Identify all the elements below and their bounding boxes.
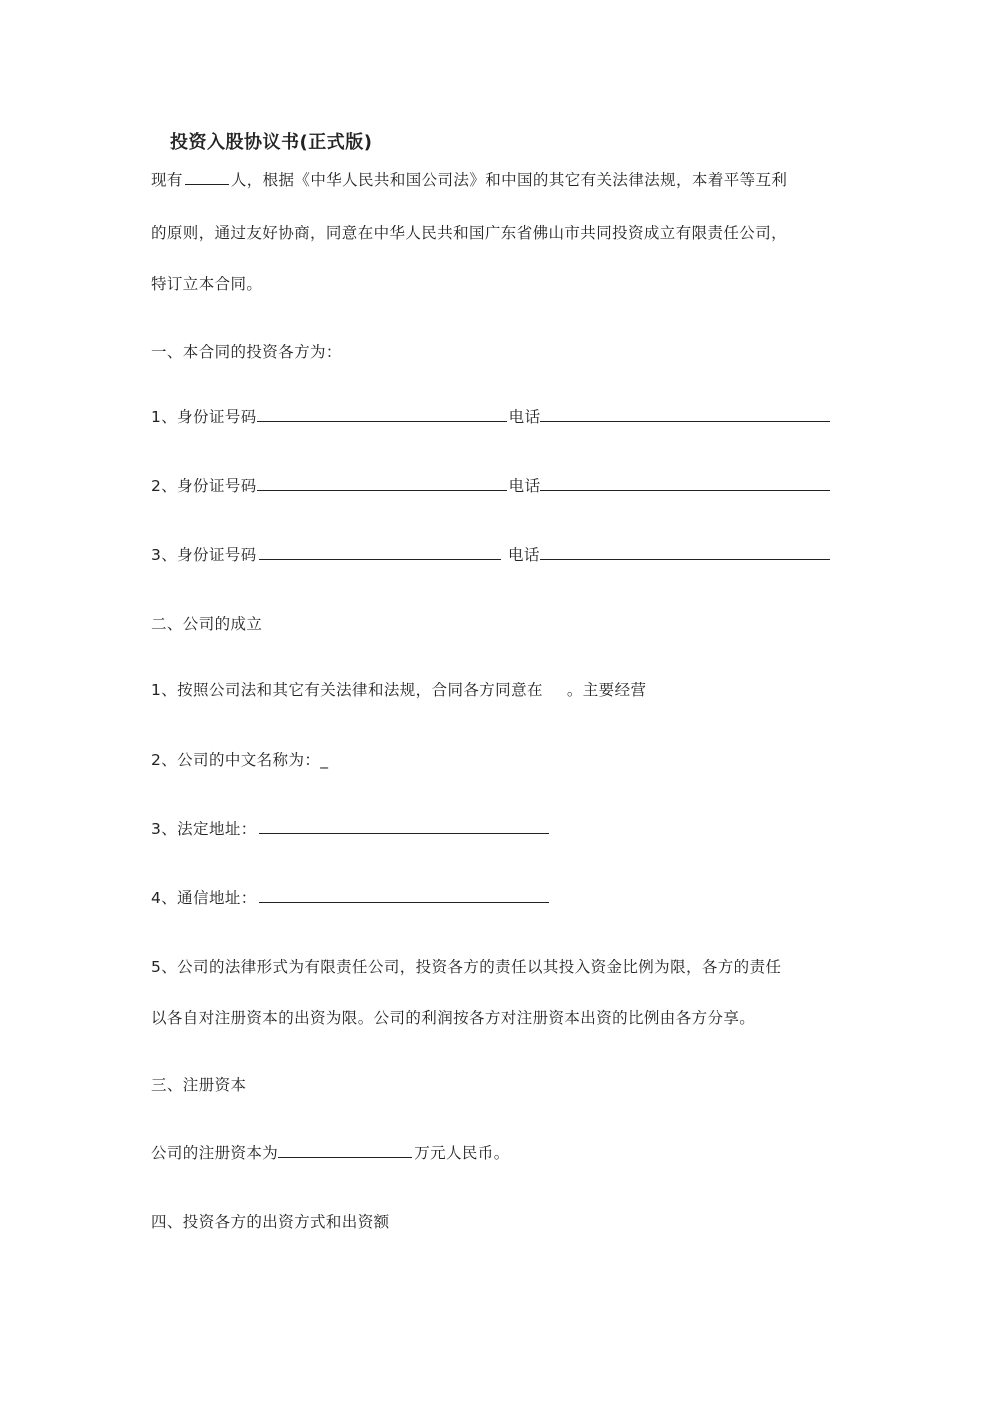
- count-blank: [185, 168, 229, 185]
- section3-heading: 三、注册资本: [151, 1076, 247, 1094]
- section1-heading: 一、本合同的投资各方为：: [151, 343, 342, 361]
- party-1-id-blank: [257, 405, 507, 422]
- party-2-phone-blank: [540, 474, 830, 491]
- party-row-3: [151, 543, 832, 565]
- party-3-id-label: 3、身份证号码: [151, 546, 257, 564]
- party-row-2: [151, 474, 832, 496]
- party-row-1: [151, 405, 832, 427]
- party-3-id-blank: [259, 543, 501, 560]
- party-2-id-label: 2、身份证号码: [151, 477, 257, 495]
- party-3-phone-label: 电话: [508, 546, 540, 564]
- section2-item-1: [151, 678, 646, 700]
- party-1-phone-blank: [540, 405, 830, 422]
- item4-label: 4、通信地址：: [151, 889, 257, 907]
- section2-item-4: [151, 886, 551, 908]
- section4-heading: 四、投资各方的出资方式和出资额: [151, 1213, 390, 1231]
- legal-address-blank: [259, 817, 549, 834]
- section2-heading: 二、公司的成立: [151, 615, 263, 633]
- item1-post: 。主要经营: [566, 681, 647, 699]
- party-1-id-label: 1、身份证号码: [151, 408, 257, 426]
- section2-item-3: [151, 817, 551, 839]
- registered-capital-line: [151, 1141, 510, 1163]
- item1-pre: 1、按照公司法和其它有关法律和法规，合同各方同意在: [151, 681, 543, 699]
- party-1-phone-label: 电话: [508, 408, 541, 426]
- document-title: 投资入股协议书(正式版): [170, 132, 373, 153]
- capital-pre: 公司的注册资本为: [151, 1144, 279, 1162]
- party-3-phone-blank: [540, 543, 830, 560]
- capital-post: 万元人民币。: [414, 1144, 510, 1162]
- party-2-phone-label: 电话: [508, 477, 541, 495]
- party-2-id-blank: [257, 474, 507, 491]
- intro-line-1: [151, 168, 787, 190]
- item3-label: 3、法定地址：: [151, 820, 257, 838]
- intro-line1-pre: 现有: [151, 171, 183, 189]
- section2-item-2: 2、公司的中文名称为：_: [151, 751, 329, 769]
- section2-item-5-line-2: 以各自对注册资本的出资为限。公司的利润按各方对注册资本出资的比例由各方分享。: [151, 1009, 756, 1027]
- intro-line-2: 的原则，通过友好协商，同意在中华人民共和国广东省佛山市共同投资成立有限责任公司，: [151, 224, 788, 242]
- intro-line1-post: 人，根据《中华人民共和国公司法》和中国的其它有关法律法规，本着平等互利: [230, 171, 788, 189]
- section2-item-5-line-1: 5、公司的法律形式为有限责任公司，投资各方的责任以其投入资金比例为限，各方的责任: [151, 958, 782, 976]
- intro-line-3: 特订立本合同。: [151, 275, 263, 293]
- capital-blank: [278, 1141, 412, 1158]
- mailing-address-blank: [259, 886, 549, 903]
